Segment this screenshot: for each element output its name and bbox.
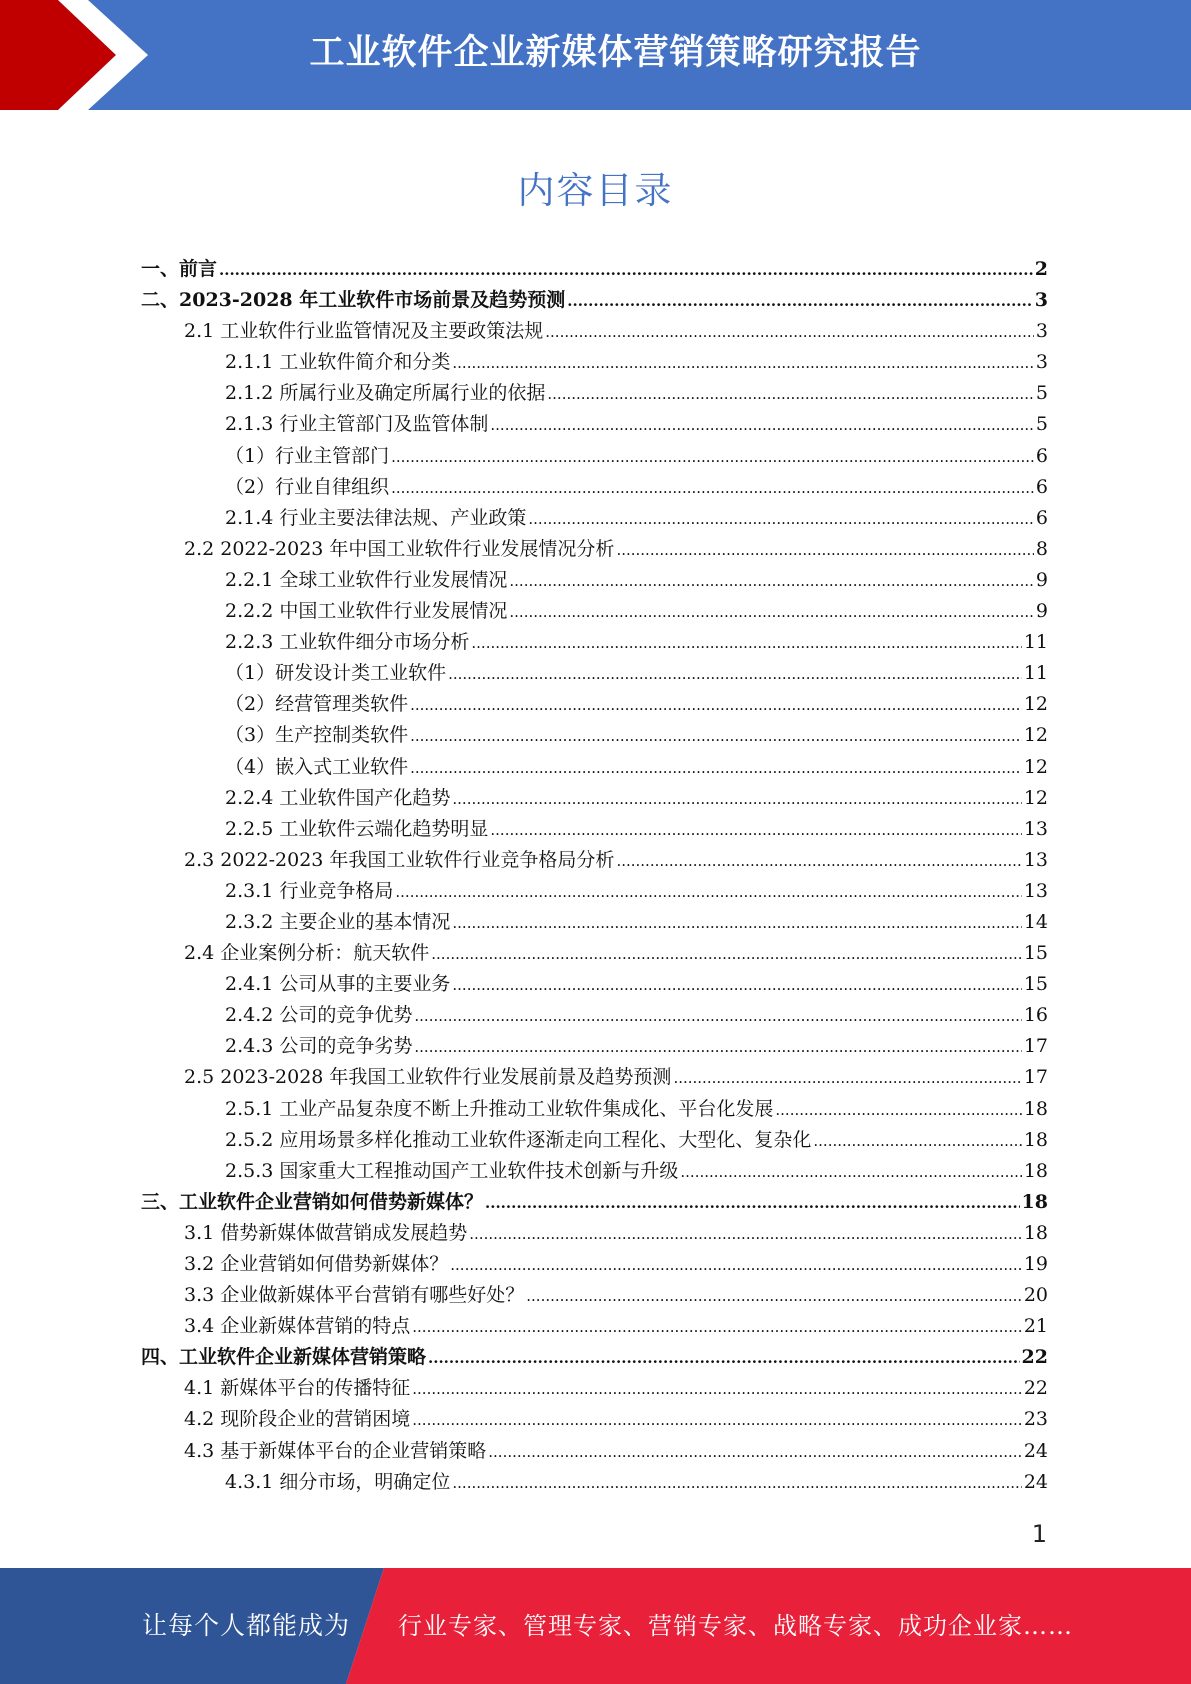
toc-entry[interactable]	[141, 378, 1048, 409]
toc-entry-title: 2.4.3 公司的竞争劣势	[225, 1035, 413, 1058]
toc-entry[interactable]	[141, 1404, 1048, 1435]
toc-entry-title: 2.2.1 全球工业软件行业发展情况	[225, 568, 508, 591]
toc-entry-page: 18	[1023, 1221, 1048, 1244]
toc-entry-page: 9	[1035, 568, 1048, 591]
toc-dot-leader	[469, 1219, 1022, 1250]
toc-entry-title: 4.1 新媒体平台的传播特征	[184, 1377, 411, 1400]
toc-entry-title: （1）行业主管部门	[225, 444, 390, 467]
toc-entry[interactable]	[141, 1000, 1048, 1031]
page-number: 1	[1031, 1520, 1047, 1548]
toc-dot-leader	[490, 410, 1034, 441]
toc-entry-page: 18	[1023, 1097, 1048, 1120]
toc-dot-leader	[616, 846, 1021, 877]
toc-entry[interactable]	[141, 1218, 1048, 1249]
toc-entry-page: 6	[1035, 475, 1048, 498]
toc-entry[interactable]	[141, 658, 1048, 689]
toc-dot-leader	[528, 504, 1034, 535]
toc-entry-title: 2.3.1 行业竞争格局	[225, 879, 394, 902]
toc-entry-page: 13	[1023, 817, 1048, 840]
toc-entry-page: 6	[1035, 506, 1048, 529]
toc-dot-leader	[680, 1157, 1021, 1188]
toc-dot-leader	[414, 1032, 1021, 1063]
toc-dot-leader	[450, 1250, 1022, 1281]
toc-entry[interactable]	[141, 814, 1048, 845]
toc-entry[interactable]	[141, 1280, 1048, 1311]
toc-dot-leader	[775, 1095, 1021, 1126]
toc-entry[interactable]	[141, 720, 1048, 751]
toc-entry-title: 2.3.2 主要企业的基本情况	[225, 910, 451, 933]
toc-dot-leader	[410, 690, 1022, 721]
toc-dot-leader	[414, 1001, 1021, 1032]
toc-entry[interactable]	[141, 316, 1048, 347]
toc-dot-leader	[485, 1188, 1020, 1219]
toc-entry-title: 2.1.3 行业主管部门及监管体制	[225, 413, 489, 436]
toc-dot-leader	[452, 908, 1021, 939]
toc-entry-title: （4）嵌入式工业软件	[225, 755, 409, 778]
toc-entry-page: 16	[1023, 1004, 1048, 1027]
toc-entry-title: 2.4 企业案例分析：航天软件	[184, 942, 430, 965]
toc-entry[interactable]	[141, 472, 1048, 503]
toc-entry-page: 20	[1023, 1284, 1048, 1307]
toc-entry-page: 8	[1035, 537, 1048, 560]
toc-entry[interactable]	[141, 1062, 1048, 1093]
toc-entry-title: （1）研发设计类工业软件	[225, 662, 447, 685]
toc-entry-page: 23	[1023, 1408, 1048, 1431]
toc-entry-page: 18	[1023, 1128, 1048, 1151]
toc-entry[interactable]	[141, 1187, 1048, 1218]
toc-dot-leader	[452, 784, 1021, 815]
toc-entry-title: 三、工业软件企业营销如何借势新媒体？	[141, 1190, 484, 1213]
toc-dot-leader	[490, 815, 1021, 846]
toc-entry-title: 四、工业软件企业新媒体营销策略	[141, 1346, 427, 1369]
toc-entry-title: 3.2 企业营销如何借势新媒体？	[184, 1253, 449, 1275]
footer-banner	[0, 1568, 1191, 1684]
toc-entry[interactable]	[141, 254, 1048, 285]
toc-dot-leader	[488, 1437, 1022, 1468]
toc-dot-leader	[412, 1312, 1022, 1343]
toc-entry-title: 二、2023-2028 年工业软件市场前景及趋势预测	[141, 289, 566, 312]
toc-dot-leader	[452, 348, 1034, 379]
toc-entry-title: （2）经营管理类软件	[225, 693, 409, 716]
toc-entry-page: 18	[1023, 1159, 1048, 1182]
toc-entry-title: 2.5 2023-2028 年我国工业软件行业发展前景及趋势预测	[184, 1066, 672, 1089]
toc-dot-leader	[448, 659, 1022, 690]
toc-entry[interactable]	[141, 1373, 1048, 1404]
toc-dot-leader	[395, 877, 1021, 908]
toc-entry[interactable]	[141, 1342, 1048, 1373]
toc-entry[interactable]	[141, 565, 1048, 596]
toc-entry-title: 2.4.1 公司从事的主要业务	[225, 973, 451, 996]
toc-entry-title: 2.1 工业软件行业监管情况及主要政策法规	[184, 320, 544, 343]
toc-entry-page: 19	[1023, 1253, 1048, 1275]
toc-entry-page: 18	[1021, 1190, 1048, 1213]
toc-entry-page: 15	[1023, 973, 1048, 996]
toc-entry-page: 12	[1023, 755, 1048, 778]
footer-slogan-right: 行业专家、管理专家、营销专家、战略专家、成功企业家……	[398, 1612, 1073, 1640]
toc-dot-leader	[471, 628, 1021, 659]
footer-slogan-left: 让每个人都能成为	[142, 1611, 351, 1640]
toc-entry[interactable]	[141, 1436, 1048, 1467]
toc-entry-page: 11	[1023, 662, 1048, 685]
toc-entry-page: 22	[1021, 1346, 1048, 1369]
toc-entry-page: 21	[1023, 1315, 1048, 1338]
toc-entry[interactable]	[141, 285, 1048, 316]
toc-dot-leader	[428, 1343, 1020, 1374]
toc-entry-title: 2.4.2 公司的竞争优势	[225, 1004, 413, 1027]
toc-entry-page: 13	[1023, 848, 1048, 871]
toc-entry-title: 2.1.4 行业主要法律法规、产业政策	[225, 506, 527, 529]
toc-entry[interactable]	[141, 907, 1048, 938]
toc-dot-leader	[452, 970, 1021, 1001]
toc-dot-leader	[509, 566, 1034, 597]
toc-entry-page: 5	[1035, 382, 1048, 405]
toc-entry[interactable]	[141, 938, 1048, 969]
toc-dot-leader	[412, 1405, 1022, 1436]
toc-dot-leader	[567, 286, 1033, 317]
toc-entry[interactable]	[141, 876, 1048, 907]
toc-entry-title: 2.1.2 所属行业及确定所属行业的依据	[225, 382, 546, 405]
toc-entry[interactable]	[141, 534, 1048, 565]
toc-entry[interactable]	[141, 783, 1048, 814]
toc-dot-leader	[410, 721, 1022, 752]
toc-entry-page: 9	[1035, 600, 1048, 623]
toc-entry[interactable]	[141, 1311, 1048, 1342]
toc-entry[interactable]	[141, 1031, 1048, 1062]
toc-entry-title: 4.2 现阶段企业的营销困境	[184, 1408, 411, 1431]
toc-dot-leader	[219, 255, 1033, 286]
toc-entry[interactable]	[141, 627, 1048, 658]
toc-entry[interactable]	[141, 347, 1048, 378]
toc-dot-leader	[452, 1468, 1021, 1499]
toc-dot-leader	[431, 939, 1022, 970]
toc-entry[interactable]	[141, 1467, 1048, 1498]
toc-entry[interactable]	[141, 1094, 1048, 1125]
toc-entry-page: 24	[1023, 1439, 1048, 1462]
toc-entry-title: 2.2.4 工业软件国产化趋势	[225, 786, 451, 809]
toc-entry-page: 24	[1023, 1470, 1048, 1493]
toc-dot-leader	[412, 1374, 1022, 1405]
toc-entry-title: （3）生产控制类软件	[225, 724, 409, 747]
toc-entry-page: 3	[1035, 320, 1048, 343]
toc-entry-title: 2.5.2 应用场景多样化推动工业软件逐渐走向工程化、大型化、复杂化	[225, 1128, 812, 1151]
toc-entry-title: 2.2.5 工业软件云端化趋势明显	[225, 817, 489, 840]
toc-entry[interactable]	[141, 1156, 1048, 1187]
toc-entry[interactable]	[141, 689, 1048, 720]
toc-entry-title: 2.2 2022-2023 年中国工业软件行业发展情况分析	[184, 537, 615, 560]
table-of-contents	[141, 254, 1048, 1498]
toc-entry-page: 17	[1023, 1066, 1048, 1089]
toc-entry-title: 4.3 基于新媒体平台的企业营销策略	[184, 1439, 487, 1462]
toc-dot-leader	[526, 1281, 1022, 1312]
toc-dot-leader	[509, 597, 1034, 628]
toc-entry[interactable]	[141, 596, 1048, 627]
toc-entry-title: 一、前言	[141, 258, 218, 280]
toc-dot-leader	[545, 317, 1034, 348]
toc-entry-page: 17	[1023, 1035, 1048, 1058]
toc-entry-page: 12	[1023, 724, 1048, 747]
toc-dot-leader	[547, 379, 1034, 410]
toc-entry-title: 3.1 借势新媒体做营销成发展趋势	[184, 1221, 468, 1244]
toc-dot-leader	[391, 473, 1034, 504]
header-banner	[0, 0, 1191, 110]
toc-entry-page: 6	[1035, 444, 1048, 467]
toc-entry-title: 3.3 企业做新媒体平台营销有哪些好处？	[184, 1284, 525, 1307]
toc-entry-page: 12	[1023, 786, 1048, 809]
toc-entry[interactable]	[141, 503, 1048, 534]
toc-entry-page: 3	[1035, 351, 1048, 374]
toc-dot-leader	[813, 1126, 1021, 1157]
toc-entry-page: 12	[1023, 693, 1048, 716]
toc-entry-title: （2）行业自律组织	[225, 475, 390, 498]
toc-entry[interactable]	[141, 409, 1048, 440]
toc-entry-title: 4.3.1 细分市场，明确定位	[225, 1470, 451, 1493]
toc-entry-title: 2.5.3 国家重大工程推动国产工业软件技术创新与升级	[225, 1159, 679, 1182]
report-title: 工业软件企业新媒体营销策略研究报告	[309, 33, 922, 73]
toc-entry-page: 15	[1023, 942, 1048, 965]
toc-dot-leader	[673, 1063, 1021, 1094]
toc-entry-title: 2.5.1 工业产品复杂度不断上升推动工业软件集成化、平台化发展	[225, 1097, 774, 1120]
toc-entry[interactable]	[141, 752, 1048, 783]
toc-entry-page: 3	[1034, 289, 1048, 312]
toc-dot-leader	[616, 535, 1033, 566]
toc-entry-title: 2.2.3 工业软件细分市场分析	[225, 631, 470, 654]
toc-entry-page: 5	[1035, 413, 1048, 436]
toc-entry[interactable]	[141, 441, 1048, 472]
toc-entry-page: 2	[1034, 258, 1048, 280]
toc-dot-leader	[410, 753, 1022, 784]
toc-heading: 内容目录	[517, 169, 674, 212]
toc-entry[interactable]	[141, 1249, 1048, 1280]
toc-entry-title: 2.2.2 中国工业软件行业发展情况	[225, 600, 508, 623]
toc-entry[interactable]	[141, 845, 1048, 876]
toc-dot-leader	[391, 442, 1034, 473]
toc-entry-page: 14	[1023, 910, 1048, 933]
toc-entry-page: 22	[1023, 1377, 1048, 1400]
toc-entry-page: 11	[1023, 631, 1048, 654]
toc-entry[interactable]	[141, 969, 1048, 1000]
toc-entry-title: 2.1.1 工业软件简介和分类	[225, 351, 451, 374]
toc-entry-page: 13	[1023, 879, 1048, 902]
toc-entry[interactable]	[141, 1125, 1048, 1156]
toc-entry-title: 3.4 企业新媒体营销的特点	[184, 1315, 411, 1338]
toc-entry-title: 2.3 2022-2023 年我国工业软件行业竞争格局分析	[184, 848, 615, 871]
